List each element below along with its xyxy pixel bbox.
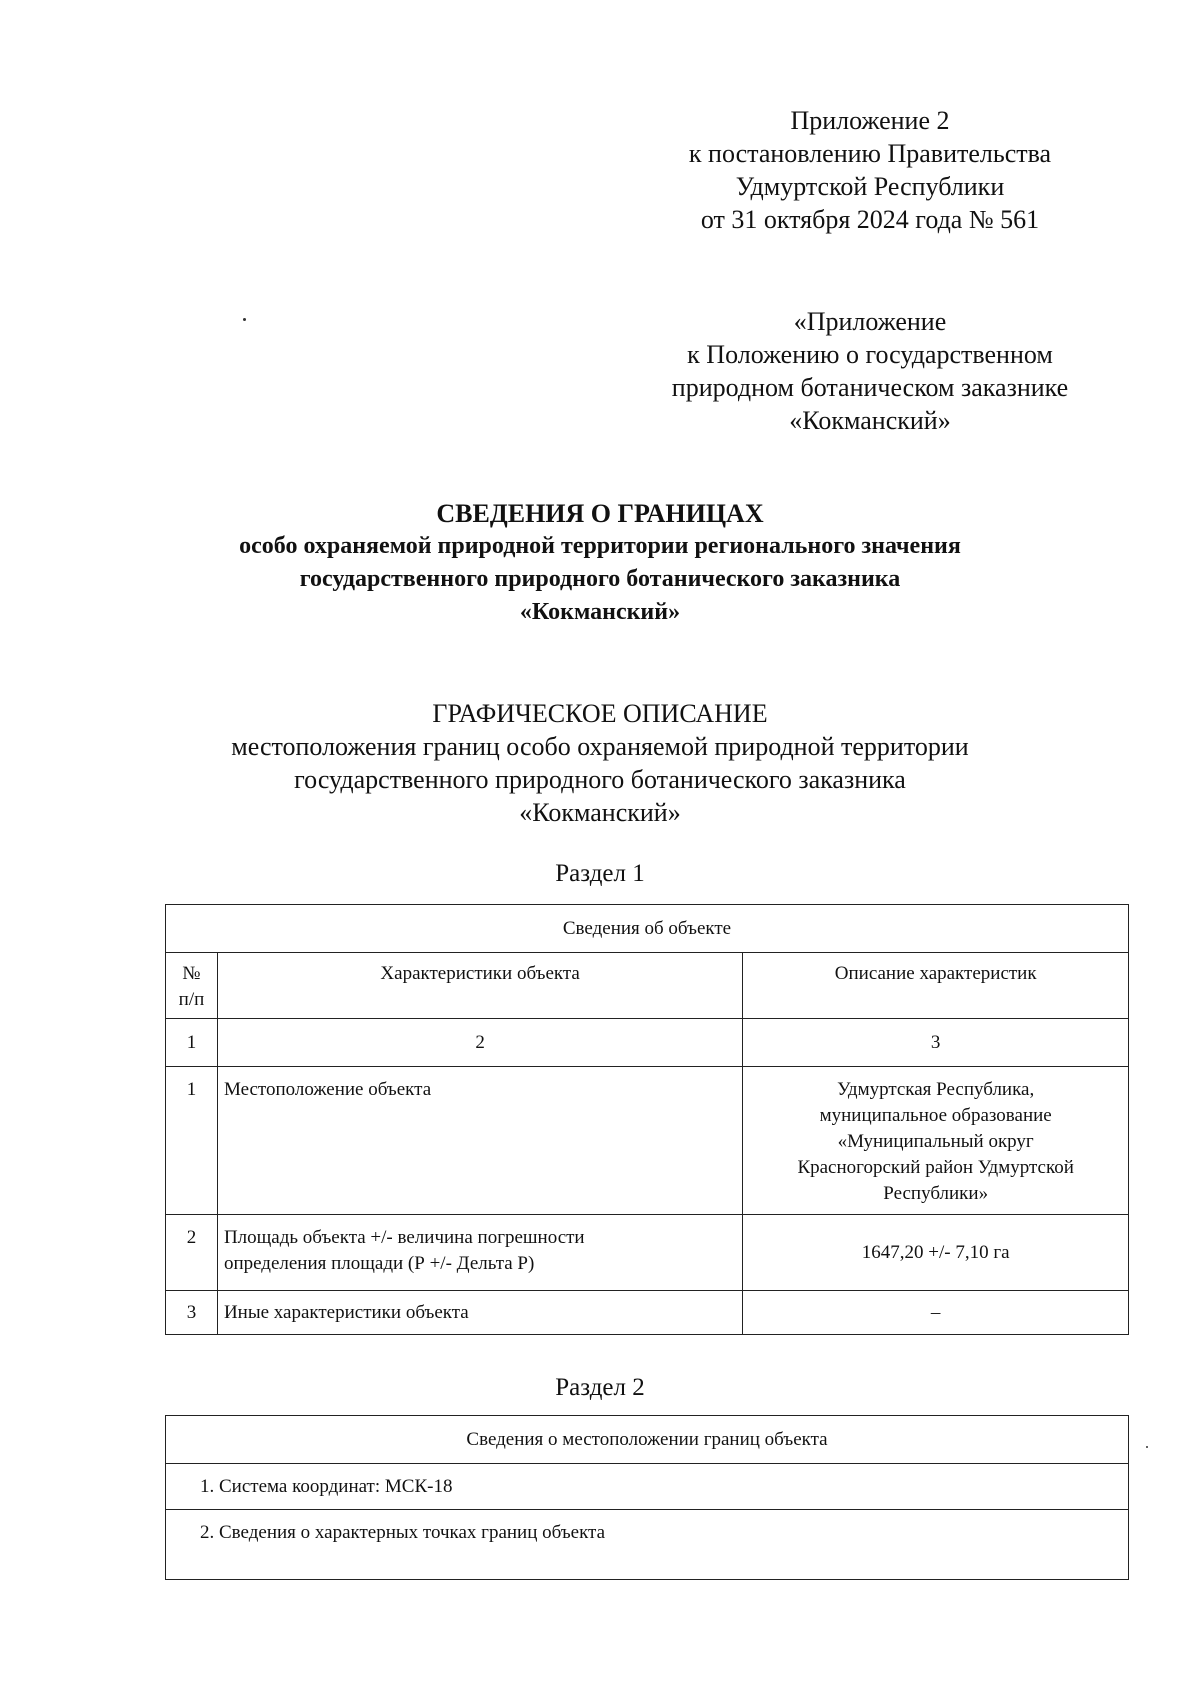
graphic-line: «Кокманский» (519, 798, 681, 827)
title-line: «Кокманский» (519, 599, 681, 625)
index-cell: 1 (166, 1019, 218, 1067)
index-cell: 3 (743, 1019, 1129, 1067)
desc-line: Удмуртская Республика, (837, 1079, 1035, 1100)
section2-heading: Раздел 2 (555, 1374, 645, 1401)
appendix-line: Приложение 2 (790, 106, 950, 135)
table-title: Сведения об объекте (166, 905, 1129, 953)
scan-speck (243, 318, 246, 321)
row-num: 1 (166, 1067, 218, 1215)
header-num-line: № (182, 963, 201, 984)
row-num: 3 (166, 1291, 218, 1335)
section1-heading: Раздел 1 (555, 860, 645, 887)
desc-line: Красногорский район Удмуртской (797, 1157, 1074, 1178)
table-row (166, 1291, 1129, 1335)
row-desc (743, 1067, 1129, 1215)
name-line: Площадь объекта +/- величина погрешности (223, 1227, 585, 1248)
appendix-line: к постановлению Правительства (688, 139, 1052, 168)
boundary-points: 2. Сведения о характерных точках границ объекта (166, 1510, 1129, 1580)
title-main: СВЕДЕНИЯ О ГРАНИЦАХ (436, 499, 764, 528)
sub-appendix-line: «Кокманский» (789, 406, 951, 435)
sub-appendix-line: к Положению о государственном (687, 340, 1053, 369)
graphic-description-heading (0, 697, 1200, 829)
appendix-block (650, 104, 1090, 236)
header-num-line: п/п (178, 989, 205, 1010)
row-name: Местоположение объекта (217, 1067, 742, 1215)
sub-appendix-line: природном ботаническом заказнике (671, 373, 1069, 402)
list-item (166, 1464, 1129, 1510)
header-characteristic: Характеристики объекта (217, 953, 742, 1019)
location-table (165, 1415, 1129, 1580)
row-num: 2 (166, 1215, 218, 1291)
graphic-line: государственного природного ботанического заказника (294, 765, 906, 794)
desc-line: муниципальное образование (819, 1105, 1052, 1126)
graphic-line: местоположения границ особо охраняемой природной территории (231, 732, 969, 761)
row-name (217, 1215, 742, 1291)
desc-line: «Муниципальный округ (837, 1131, 1034, 1152)
table-row (166, 1215, 1129, 1291)
title-line: особо охраняемой природной территории регионального значения (239, 533, 961, 559)
row-name: Иные характеристики объекта (217, 1291, 742, 1335)
row-desc: 1647,20 +/- 7,10 га (743, 1215, 1129, 1291)
list-item (166, 1510, 1129, 1580)
desc-line: Республики» (883, 1183, 989, 1204)
coordinate-system: 1. Система координат: МСК-18 (166, 1464, 1129, 1510)
sub-appendix-block (640, 305, 1100, 437)
header-description: Описание характеристик (743, 953, 1129, 1019)
index-cell: 2 (217, 1019, 742, 1067)
object-info-table (165, 904, 1129, 1335)
title-line: государственного природного ботанического заказника (299, 566, 901, 592)
table-row (166, 1067, 1129, 1215)
name-line: определения площади (Р +/- Дельта Р) (223, 1253, 535, 1274)
appendix-line: от 31 октября 2024 года № 561 (700, 205, 1040, 234)
header-num (166, 953, 218, 1019)
document-title (0, 497, 1200, 629)
row-desc: – (743, 1291, 1129, 1335)
scan-speck (1146, 1446, 1148, 1448)
table-title: Сведения о местоположении границ объекта (166, 1416, 1129, 1464)
graphic-line: ГРАФИЧЕСКОЕ ОПИСАНИЕ (432, 699, 768, 728)
appendix-line: Удмуртской Республики (735, 172, 1005, 201)
sub-appendix-line: «Приложение (793, 307, 947, 336)
